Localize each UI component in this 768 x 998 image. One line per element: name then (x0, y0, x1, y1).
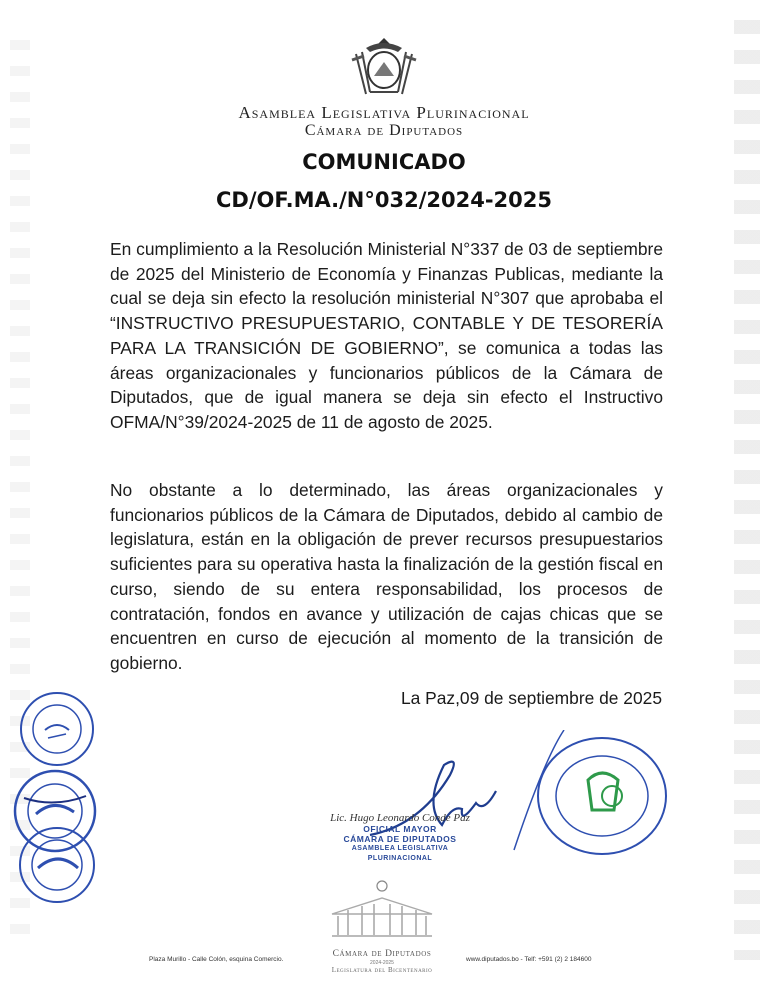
footer-chamber: Cámara de Diputados (332, 949, 432, 959)
document-reference: CD/OF.MA./N°032/2024-2025 (216, 188, 552, 212)
footer-address: Plaza Murillo - Calle Colón, esquina Comercio. (149, 956, 284, 963)
institution-name: Asamblea Legislativa Plurinacional (238, 103, 530, 122)
document-date: La Paz,09 de septiembre de 2025 (400, 688, 662, 708)
footer-years: 2024-2025 (370, 960, 394, 966)
coat-of-arms-icon (344, 34, 424, 98)
signatory-name: Lic. Hugo Leonardo Conde Paz (330, 812, 470, 824)
signatory-role: OFICIAL MAYOR (363, 824, 437, 834)
signatory-office: CÁMARA DE DIPUTADOS (343, 834, 457, 844)
footer-legislature: Legislatura del Bicentenario (331, 966, 433, 974)
approval-stamp-icon (16, 824, 98, 906)
document-title: COMUNICADO (302, 150, 466, 174)
chamber-name: Cámara de Diputados (304, 122, 464, 139)
chamber-building-icon (312, 878, 452, 948)
signatory-assembly: ASAMBLEA LEGISLATIVA PLURINACIONAL (351, 845, 449, 862)
body-paragraph-1: En cumplimiento a la Resolución Ministerial N°337 de 03 de septiembre de 2025 del Ministerio de Economía y Finanzas Publicas, mediante la cual se deja sin efecto la resolución ministerial N°307 que aprobaba el “INSTRUCTIVO PRESUPUESTARIO, CONTABLE Y DE TESORERÍA PARA LA TRANSICIÓN DE GOBIERNO”, se comunica a todas las áreas organizacionales y funcionarios públicos de la Cámara de Diputados, que de igual manera se deja sin efecto el Instructivo OFMA/N°39/2024-2025 de 11 de agosto de 2025. (110, 239, 663, 432)
body-paragraph-2: No obstante a lo determinado, las áreas organizacionales y funcionarios públicos de la Cámara de Diputados, debido al cambio de legislatura, están en la obligación de prever recursos presupuestarios suficientes para su operativa hasta la finalización de la gestión fiscal en curso, siendo de su entera responsabilidad, los procesos de contratación, fondos en avance y utilización de cajas chicas que se encuentren en curso de ejecución al momento de la transición de gobierno. (110, 480, 663, 673)
approval-stamp-icon (18, 690, 96, 768)
official-seal-icon (512, 730, 670, 866)
signature-block (320, 812, 480, 864)
footer-contact: www.diputados.bo - Telf: +591 (2) 2 184600 (466, 956, 592, 963)
